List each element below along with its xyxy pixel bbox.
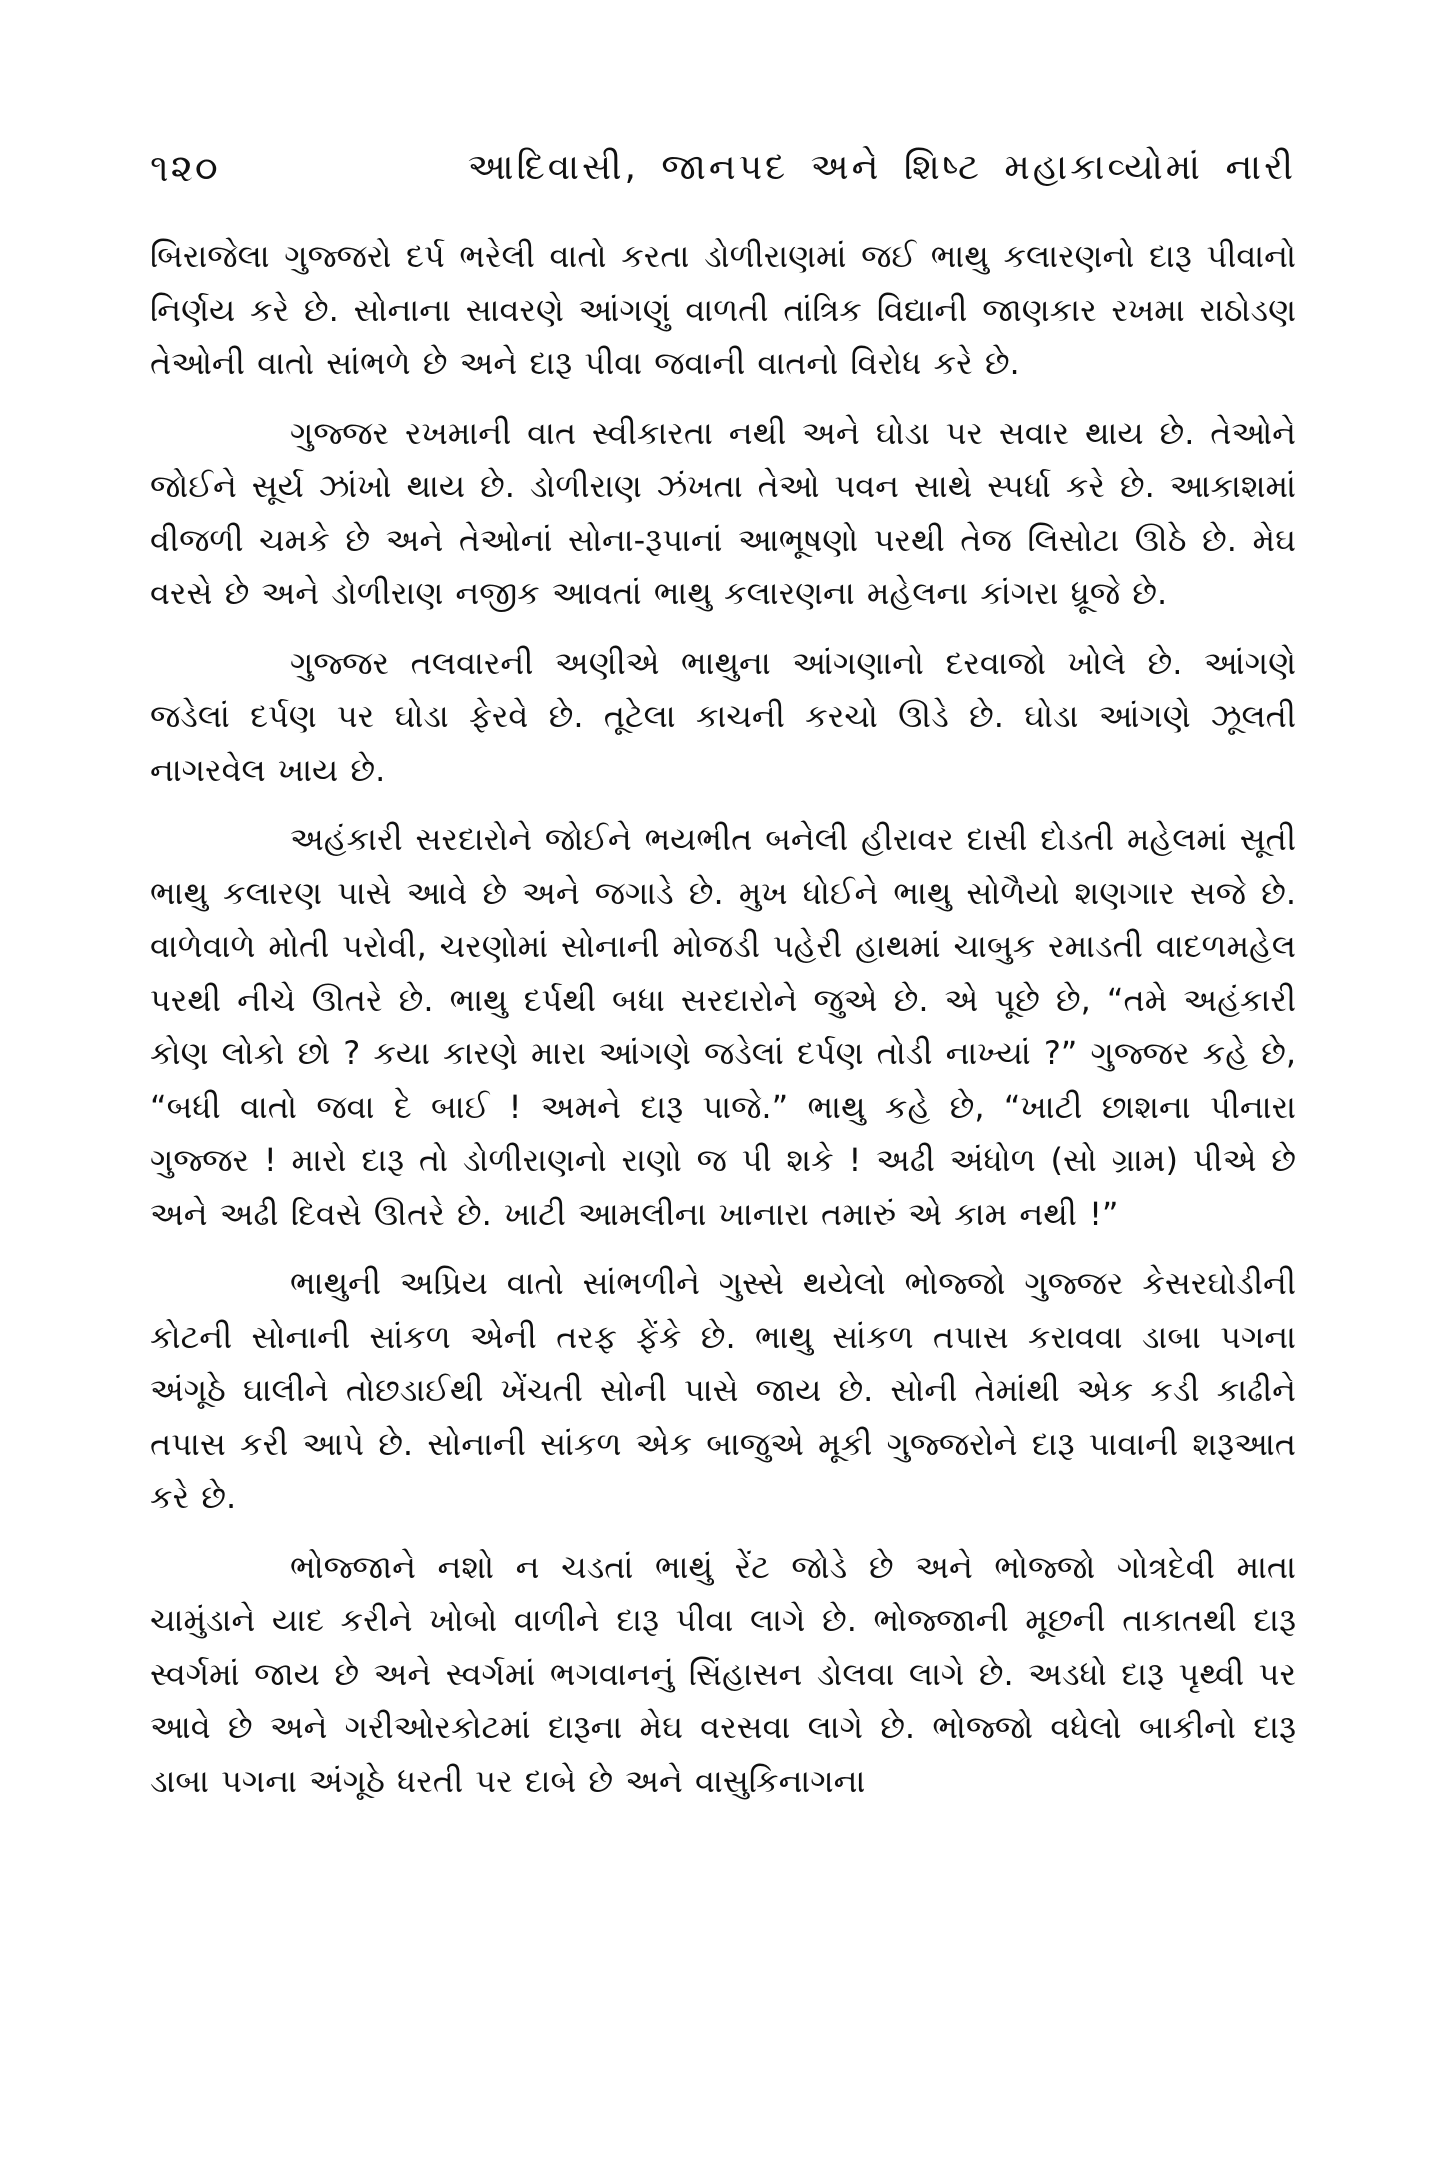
- paragraph-2: ગુજ્જર રખમાની વાત સ્વીકારતા નથી અને ઘોડા પર સવાર થાય છે. તેઓને જોઈને સૂર્ય ઝાંખો થાય છે. ડોળીરાણ ઝંખતા તેઓ પવન સાથે સ્પર્ધા કરે છે. આકાશમાં વીજળી ચમકે છે અને તેઓનાં સોના-રૂપાનાં આભૂષણો પરથી તેજ લિસોટા ઊઠે છે. મેઘ વરસે છે અને ડોળીરાણ નજીક આવતાં ભાથુ કલારણના મહેલના કાંગરા ધ્રૂજે છે.: [150, 413, 1296, 612]
- paragraph-5: ભાથુની અપ્રિય વાતો સાંભળીને ગુસ્સે થયેલો ભોજ્જો ગુજ્જર કેસરઘોડીની કોટની સોનાની સાંકળ એની તરફ ફેંકે છે. ભાથુ સાંકળ તપાસ કરાવવા ડાબા પગના અંગૂઠે ઘાલીને તોછડાઈથી ખેંચતી સોની પાસે જાય છે. સોની તેમાંથી એક કડી કાઢીને તપાસ કરી આપે છે. સોનાની સાંકળ એક બાજુએ મૂકી ગુજ્જરોને દારૂ પાવાની શરૂઆત કરે છે.: [150, 1264, 1296, 1516]
- paragraph-6: ભોજ્જાને નશો ન ચડતાં ભાથું રેંટ જોડે છે અને ભોજ્જો ગોત્રદેવી માતા ચામુંડાને યાદ કરીને ખોબો વાળીને દારૂ પીવા લાગે છે. ભોજ્જાની મૂછની તાકાતથી દારૂ સ્વર્ગમાં જાય છે અને સ્વર્ગમાં ભગવાનનું સિંહાસન ડોલવા લાગે છે. અડધો દારૂ પૃથ્વી પર આવે છે અને ગરીઓરકોટમાં દારૂના મેઘ વરસવા લાગે છે. ભોજ્જો વધેલો બાકીનો દારૂ ડાબા પગના અંગૂઠે ધરતી પર દાબે છે અને વાસુકિનાગના: [150, 1547, 1296, 1800]
- body-text: [150, 230, 1296, 1824]
- running-title: આદિવાસી, જાનપદ અને શિષ્ટ મહાકાવ્યોમાં નારી: [467, 147, 1296, 188]
- paragraph-3: ગુજ્જર તલવારની અણીએ ભાથુના આંગણાનો દરવાજો ખોલે છે. આંગણે જડેલાં દર્પણ પર ઘોડા ફેરવે છે. તૂટેલા કાચની કરચો ઊડે છે. ઘોડા આંગણે ઝૂલતી નાગરવેલ ખાય છે.: [150, 643, 1296, 789]
- paragraph-1: બિરાજેલા ગુજ્જરો દર્પ ભરેલી વાતો કરતા ડોળીરાણમાં જઈ ભાથુ કલારણનો દારૂ પીવાનો નિર્ણય કરે છે. સોનાના સાવરણે આંગણું વાળતી તાંત્રિક વિદ્યાની જાણકાર રખમા રાઠોડણ તેઓની વાતો સાંભળે છે અને દારૂ પીવા જવાની વાતનો વિરોધ કરે છે.: [150, 237, 1296, 382]
- paragraph-4: અહંકારી સરદારોને જોઈને ભયભીત બનેલી હીરાવર દાસી દોડતી મહેલમાં સૂતી ભાથુ કલારણ પાસે આવે છે અને જગાડે છે. મુખ ધોઈને ભાથુ સોળૈયો શણગાર સજે છે. વાળેવાળે મોતી પરોવી, ચરણોમાં સોનાની મોજડી પહેરી હાથમાં ચાબુક રમાડતી વાદળમહેલ પરથી નીચે ઊતરે છે. ભાથુ દર્પથી બધા સરદારોને જુએ છે. એ પૂછે છે, “તમે અહંકારી કોણ લોકો છો ? કયા કારણે મારા આંગણે જડેલાં દર્પણ તોડી નાખ્યાં ?” ગુજ્જર કહે છે, “બધી વાતો જવા દે બાઈ ! અમને દારૂ પાજે.” ભાથુ કહે છે, “ખાટી છાશના પીનારા ગુજ્જર ! મારો દારૂ તો ડોળીરાણનો રાણો જ પી શકે ! અઢી અંધોળ (સો ગ્રામ) પીએ છે અને અઢી દિવસે ઊતરે છે. ખાટી આમલીના ખાનારા તમારું એ કામ નથી !”: [150, 820, 1296, 1233]
- page-number: ૧૨૦: [150, 146, 220, 190]
- page-header: [150, 138, 1296, 198]
